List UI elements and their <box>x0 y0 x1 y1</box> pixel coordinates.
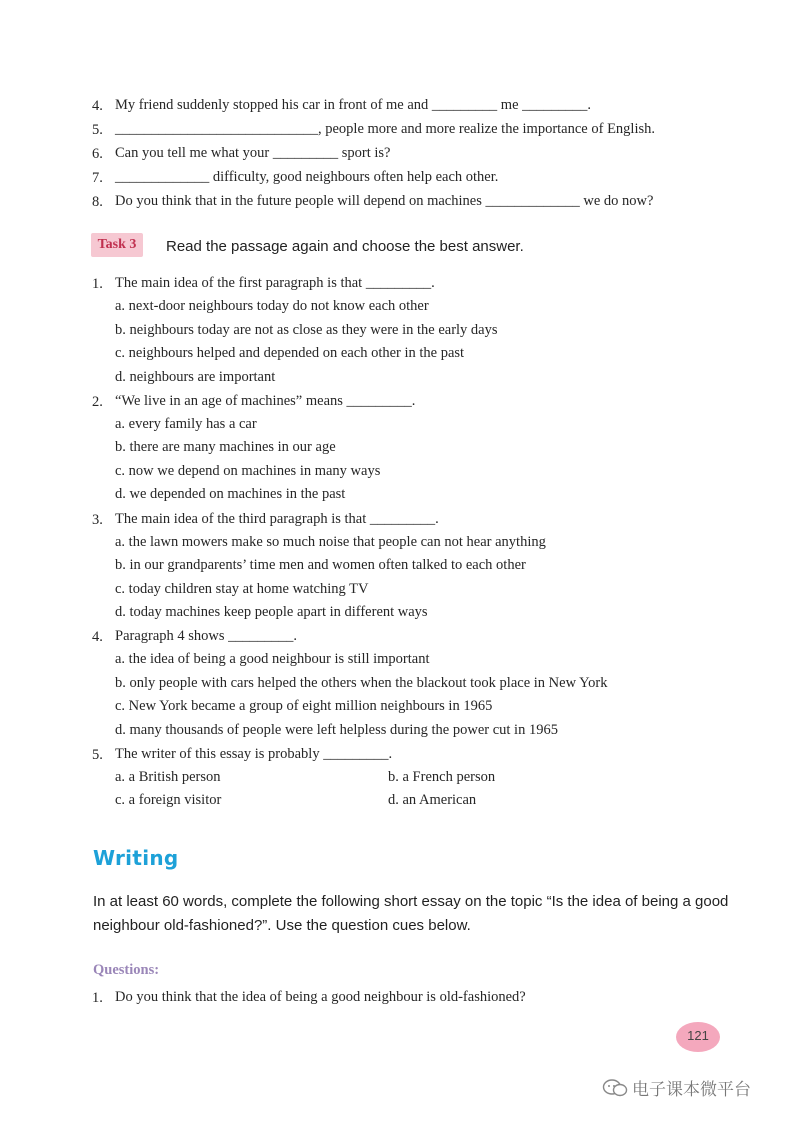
item-text: _____________ difficulty, good neighbours often help each other. <box>115 169 499 185</box>
question-number: 3. <box>92 512 103 528</box>
option-d: d. neighbours are important <box>115 369 276 385</box>
option-a: a. next-door neighbours today do not know each other <box>115 298 429 314</box>
option-c: c. today children stay at home watching TV <box>115 581 369 597</box>
item-text: Can you tell me what your _________ sport is? <box>115 145 391 161</box>
question-text: Paragraph 4 shows _________. <box>115 628 298 644</box>
item-number: 5. <box>92 122 103 138</box>
item-text: My friend suddenly stopped his car in front of me and _________ me _________. <box>115 97 592 113</box>
writing-question-text: Do you think that the idea of being a good neighbour is old-fashioned? <box>115 989 526 1005</box>
task3-badge: Task 3 <box>91 233 143 257</box>
option-d: d. many thousands of people were left helpless during the power cut in 1965 <box>115 722 558 738</box>
item-number: 8. <box>92 194 103 210</box>
question-text: The main idea of the first paragraph is that _________. <box>115 275 435 291</box>
question-number: 1. <box>92 276 103 292</box>
chat-bubble-icon <box>602 1078 628 1103</box>
writing-question-number: 1. <box>92 990 103 1006</box>
question-number: 4. <box>92 629 103 645</box>
item-number: 7. <box>92 170 103 186</box>
task3-title: Read the passage again and choose the best answer. <box>166 238 524 255</box>
option-d: d. we depended on machines in the past <box>115 486 346 502</box>
question-text: The main idea of the third paragraph is that _________. <box>115 511 439 527</box>
option-c: c. now we depend on machines in many ways <box>115 463 381 479</box>
option-b: b. in our grandparents’ time men and women often talked to each other <box>115 557 526 573</box>
option-d: d. today machines keep people apart in different ways <box>115 604 428 620</box>
page-number: 121 <box>676 1022 720 1052</box>
option-c: c. New York became a group of eight million neighbours in 1965 <box>115 698 493 714</box>
option-a: a. the idea of being a good neighbour is still important <box>115 651 430 667</box>
item-text: Do you think that in the future people will depend on machines _____________ we do now? <box>115 193 654 209</box>
option-a: a. every family has a car <box>115 416 257 432</box>
option-a: a. a British person <box>115 769 221 785</box>
writing-prompt: In at least 60 words, complete the following short essay on the topic “Is the idea of being a good neighbour old-fashioned?”. Use the question cues below. <box>93 893 729 934</box>
option-b: b. neighbours today are not as close as they were in the early days <box>115 322 498 338</box>
option-b: b. only people with cars helped the others when the blackout took place in New York <box>115 675 608 691</box>
watermark <box>602 1075 751 1103</box>
option-a: a. the lawn mowers make so much noise that people can not hear anything <box>115 534 546 550</box>
option-b: b. there are many machines in our age <box>115 439 336 455</box>
item-number: 4. <box>92 98 103 114</box>
question-number: 5. <box>92 747 103 763</box>
option-c: c. neighbours helped and depended on each other in the past <box>115 345 465 361</box>
question-text: The writer of this essay is probably _________. <box>115 746 393 762</box>
question-number: 2. <box>92 394 103 410</box>
watermark-text: 电子课本微平台 <box>632 1080 751 1100</box>
option-c: c. a foreign visitor <box>115 792 222 808</box>
question-text: “We live in an age of machines” means _________. <box>115 393 416 409</box>
questions-label: Questions: <box>93 962 160 978</box>
writing-heading: Writing <box>93 846 179 870</box>
item-number: 6. <box>92 146 103 162</box>
option-b: b. a French person <box>388 769 496 785</box>
item-text: ____________________________, people more and more realize the importance of English. <box>115 121 655 137</box>
option-d: d. an American <box>388 792 477 808</box>
